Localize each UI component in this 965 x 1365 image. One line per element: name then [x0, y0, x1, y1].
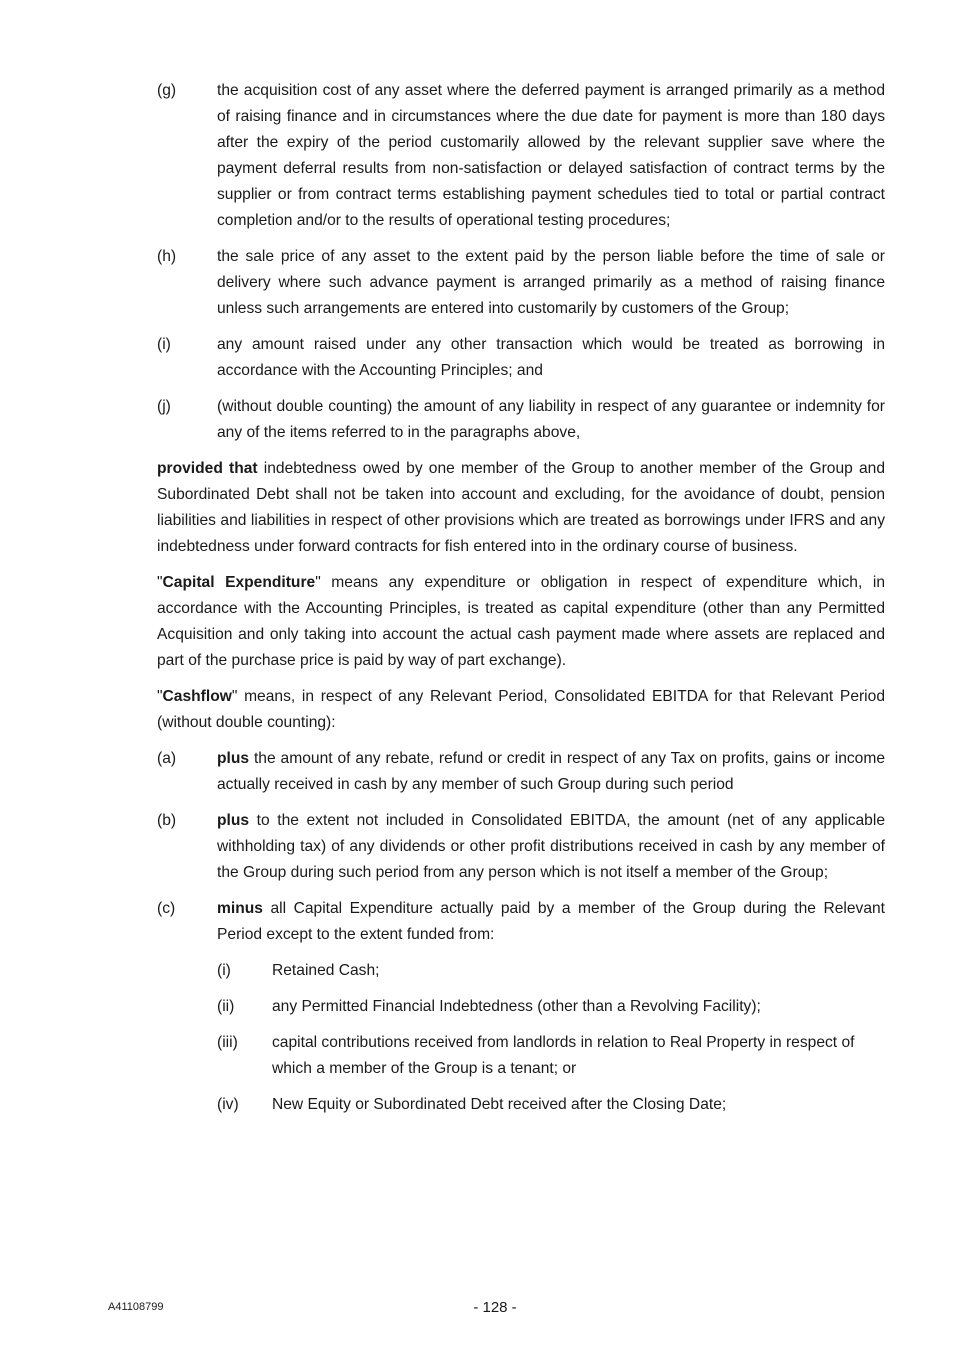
proviso-paragraph [157, 456, 885, 560]
sub-item-label: (ii) [217, 998, 235, 1015]
capex-open-quote: " [157, 574, 163, 591]
item-text-body: to the extent not included in Consolidated EBITDA, the amount (net of any applicable withholding tax) of any dividends or other profit distributions received in cash by any member of the Group during such period from any person which is not itself a member of the Group; [217, 812, 885, 881]
cashflow-term: Cashflow [162, 688, 232, 705]
list-item [157, 746, 885, 798]
item-label: (h) [157, 248, 177, 265]
item-label: (a) [157, 750, 177, 767]
item-bold: plus [217, 812, 250, 829]
document-body [157, 78, 885, 1128]
list-item [157, 896, 885, 948]
sub-item-label: (i) [217, 962, 231, 979]
cashflow-definition [157, 684, 885, 736]
proviso-bold: provided that [157, 460, 258, 477]
cashflow-open-quote: " [157, 688, 163, 705]
sub-list-item [217, 1030, 885, 1082]
sub-item-text: any Permitted Financial Indebtedness (other than a Revolving Facility); [272, 998, 761, 1015]
item-label: (j) [157, 398, 171, 415]
capex-term: Capital Expenditure [162, 574, 316, 591]
cashflow-text: " means, in respect of any Relevant Period, Consolidated EBITDA for that Relevant Period (without double counting): [157, 688, 885, 731]
list-item [157, 78, 885, 234]
proviso-text: indebtedness owed by one member of the Group to another member of the Group and Subordinated Debt shall not be taken into account and excluding, for the avoidance of doubt, pension liabilities and liabilities in respect of other provisions which are treated as borrowings under IFRS and any indebtedness under forward contracts for fish entered into in the ordinary course of business. [157, 460, 886, 555]
sub-item-text: New Equity or Subordinated Debt received after the Closing Date; [272, 1096, 727, 1113]
item-text: the sale price of any asset to the extent paid by the person liable before the time of sale or delivery where such advance payment is arranged primarily as a method of raising finance unless such arrangements are entered into customarily by customers of the Group; [217, 248, 885, 317]
list-item [157, 394, 885, 446]
item-text: the acquisition cost of any asset where the deferred payment is arranged primarily as a method of raising finance and in circumstances where the due date for payment is more than 180 days after the expiry of the period customarily allowed by the relevant supplier save where the payment deferral results from non-satisfaction or delayed satisfaction of contract terms by the supplier or from contract terms establishing payment schedules tied to total or partial contract completion and/or to the results of operational testing procedures; [217, 82, 885, 229]
item-label: (b) [157, 812, 177, 829]
item-bold: minus [217, 900, 263, 917]
capex-text: " means any expenditure or obligation in respect of expenditure which, in accordance with the Accounting Principles, is treated as capital expenditure (other than any Permitted Acquisition and only taking into account the actual cash payment made where assets are replaced and part of the purchase price is paid by way of part exchange). [157, 574, 885, 669]
item-text [217, 896, 885, 948]
item-text-body: the amount of any rebate, refund or credit in respect of any Tax on profits, gains or income actually received in cash by any member of such Group during such period [217, 750, 885, 793]
list-item [157, 332, 885, 384]
item-text: (without double counting) the amount of any liability in respect of any guarantee or indemnity for any of the items referred to in the paragraphs above, [217, 398, 885, 441]
page-number: - 128 - [473, 1299, 517, 1316]
list-item [157, 244, 885, 322]
sub-list-item [217, 958, 885, 984]
sub-item-label: (iii) [217, 1034, 238, 1051]
sub-item-text: Retained Cash; [272, 962, 380, 979]
sub-item-label: (iv) [217, 1096, 239, 1113]
list-item [157, 808, 885, 886]
sub-list-item [217, 994, 885, 1020]
item-text [217, 746, 885, 798]
sub-list-item [217, 1092, 885, 1118]
item-label: (g) [157, 82, 177, 99]
item-label: (c) [157, 900, 176, 917]
document-reference: A41108799 [108, 1301, 164, 1313]
item-label: (i) [157, 336, 171, 353]
item-text: any amount raised under any other transaction which would be treated as borrowing in accordance with the Accounting Principles; and [217, 336, 885, 379]
item-text-body: all Capital Expenditure actually paid by a member of the Group during the Relevant Period except to the extent funded from: [217, 900, 885, 943]
sub-item-text: capital contributions received from landlords in relation to Real Property in respect of which a member of the Group is a tenant; or [272, 1034, 855, 1077]
capex-definition [157, 570, 885, 674]
item-bold: plus [217, 750, 250, 767]
item-text [217, 808, 885, 886]
